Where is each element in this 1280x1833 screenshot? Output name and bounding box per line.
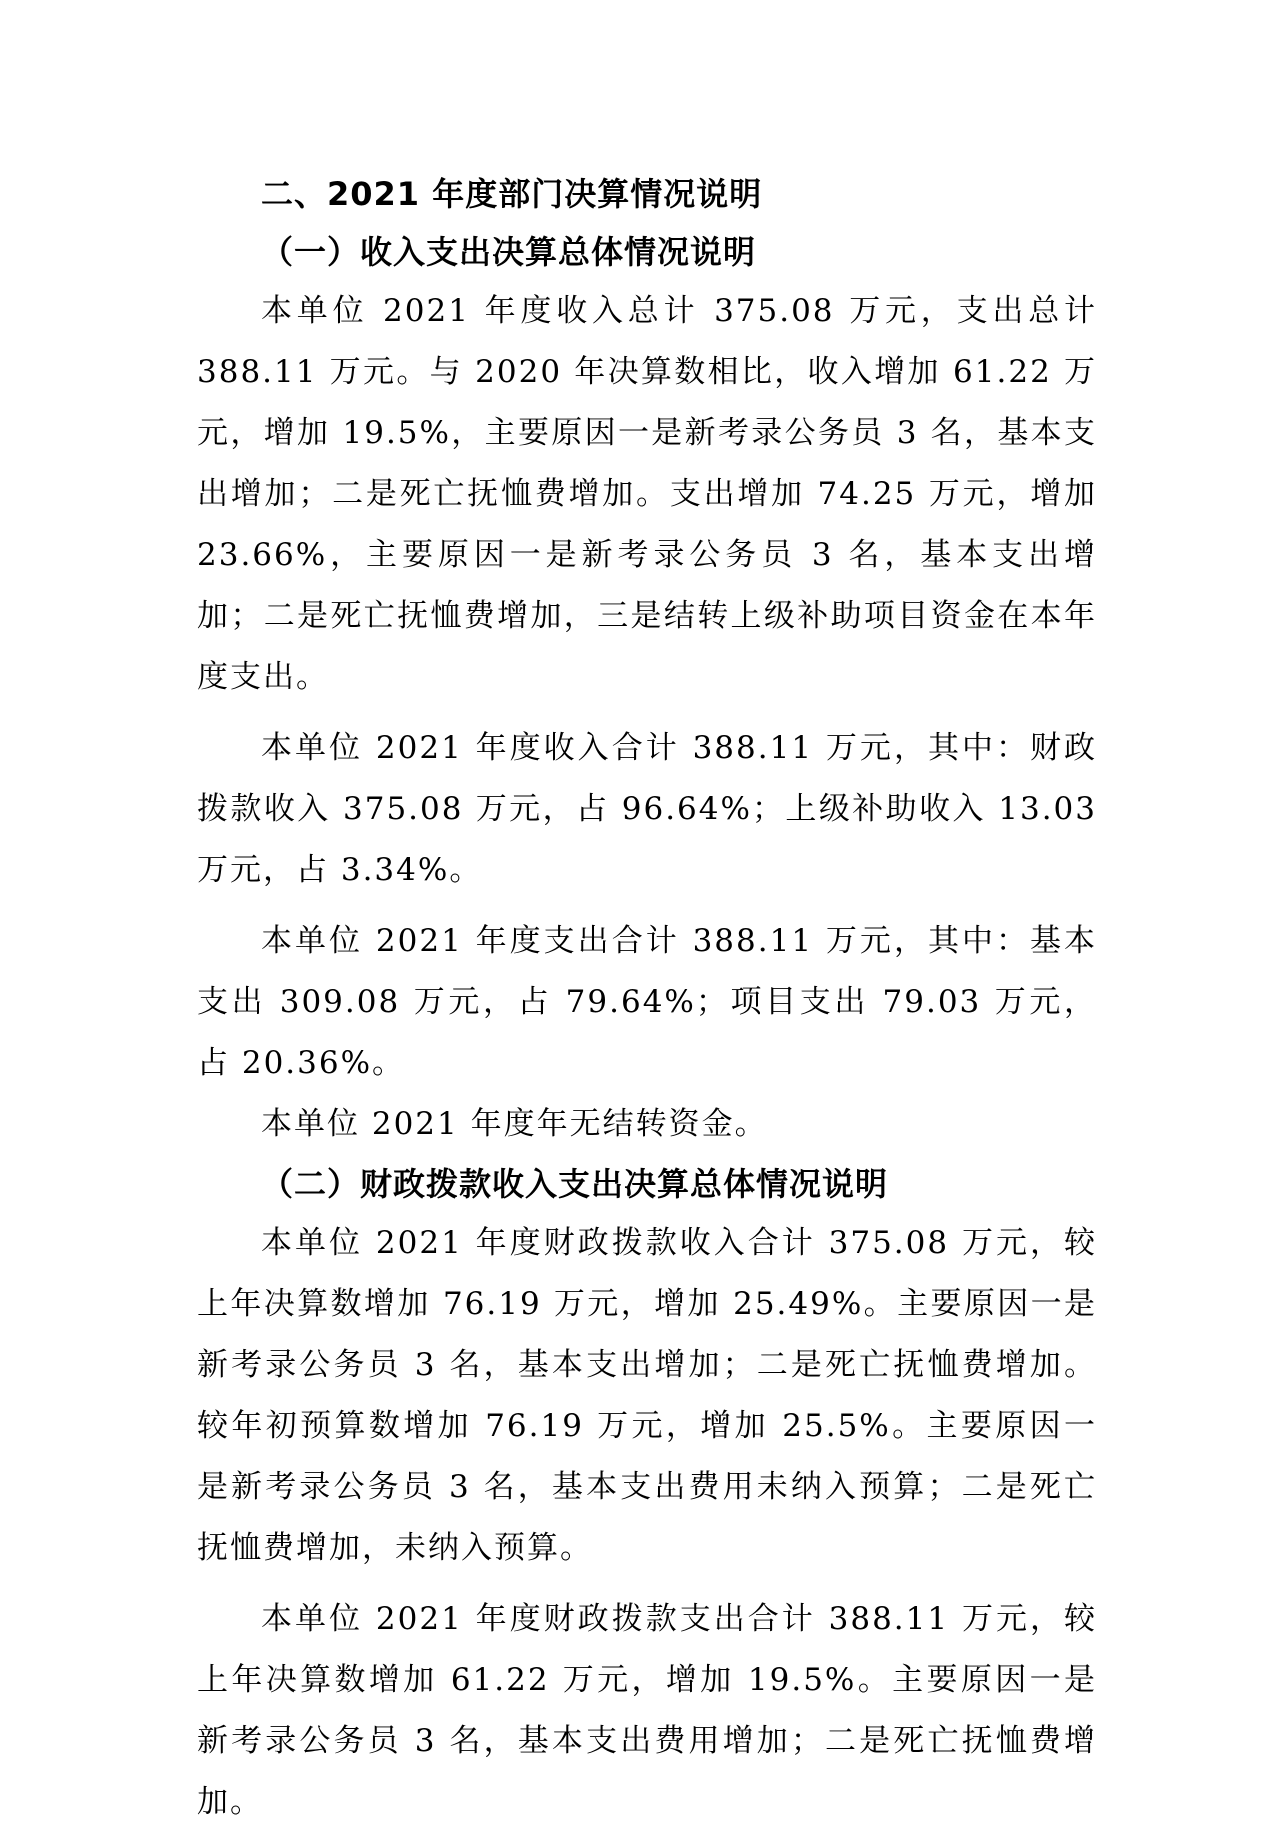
paragraph-carryover: 本单位 2021 年度年无结转资金。 [261,1106,768,1142]
section-heading: 二、2021 年度部门决算情况说明 [261,175,763,213]
paragraph-fiscal-income: 本单位 2021 年度财政拨款收入合计 375.08 万元，较上年决算数增加 76.19 万元，增加 25.49%。主要原因一是新考录公务员 3 名，基本支出增加；二是死亡抚恤费增加。较年初预算数增加 76.19 万元，增加 25.5%。主要原因一是新考录公务员 3 名，基本支出费用未纳入预算；二是死亡抚恤费增加，未纳入预算。 [197,1225,1097,1566]
subsection-heading-income-expense: （一）收入支出决算总体情况说明 [261,233,757,271]
paragraph-income-breakdown: 本单位 2021 年度收入合计 388.11 万元，其中：财政拨款收入 375.08 万元，占 96.64%；上级补助收入 13.03 万元，占 3.34%。 [197,730,1097,888]
subsection-heading-fiscal-appropriation: （二）财政拨款收入支出决算总体情况说明 [261,1165,889,1203]
paragraph-total-income-expense: 本单位 2021 年度收入总计 375.08 万元，支出总计 388.11 万元。与 2020 年决算数相比，收入增加 61.22 万元，增加 19.5%，主要原因一是新考录公务员 3 名，基本支出增加；二是死亡抚恤费增加。支出增加 74.25 万元，增加 23.66%，主要原因一是新考录公务员 3 名，基本支出增加；二是死亡抚恤费增加，三是结转上级补助项目资金在本年度支出。 [197,293,1097,695]
document-body [197,165,1097,1833]
paragraph-expense-breakdown: 本单位 2021 年度支出合计 388.11 万元，其中：基本支出 309.08 万元，占 79.64%；项目支出 79.03 万元，占 20.36%。 [197,923,1097,1081]
paragraph-fiscal-expense: 本单位 2021 年度财政拨款支出合计 388.11 万元，较上年决算数增加 61.22 万元，增加 19.5%。主要原因一是新考录公务员 3 名，基本支出费用增加；二是死亡抚恤费增加。 [197,1601,1097,1820]
